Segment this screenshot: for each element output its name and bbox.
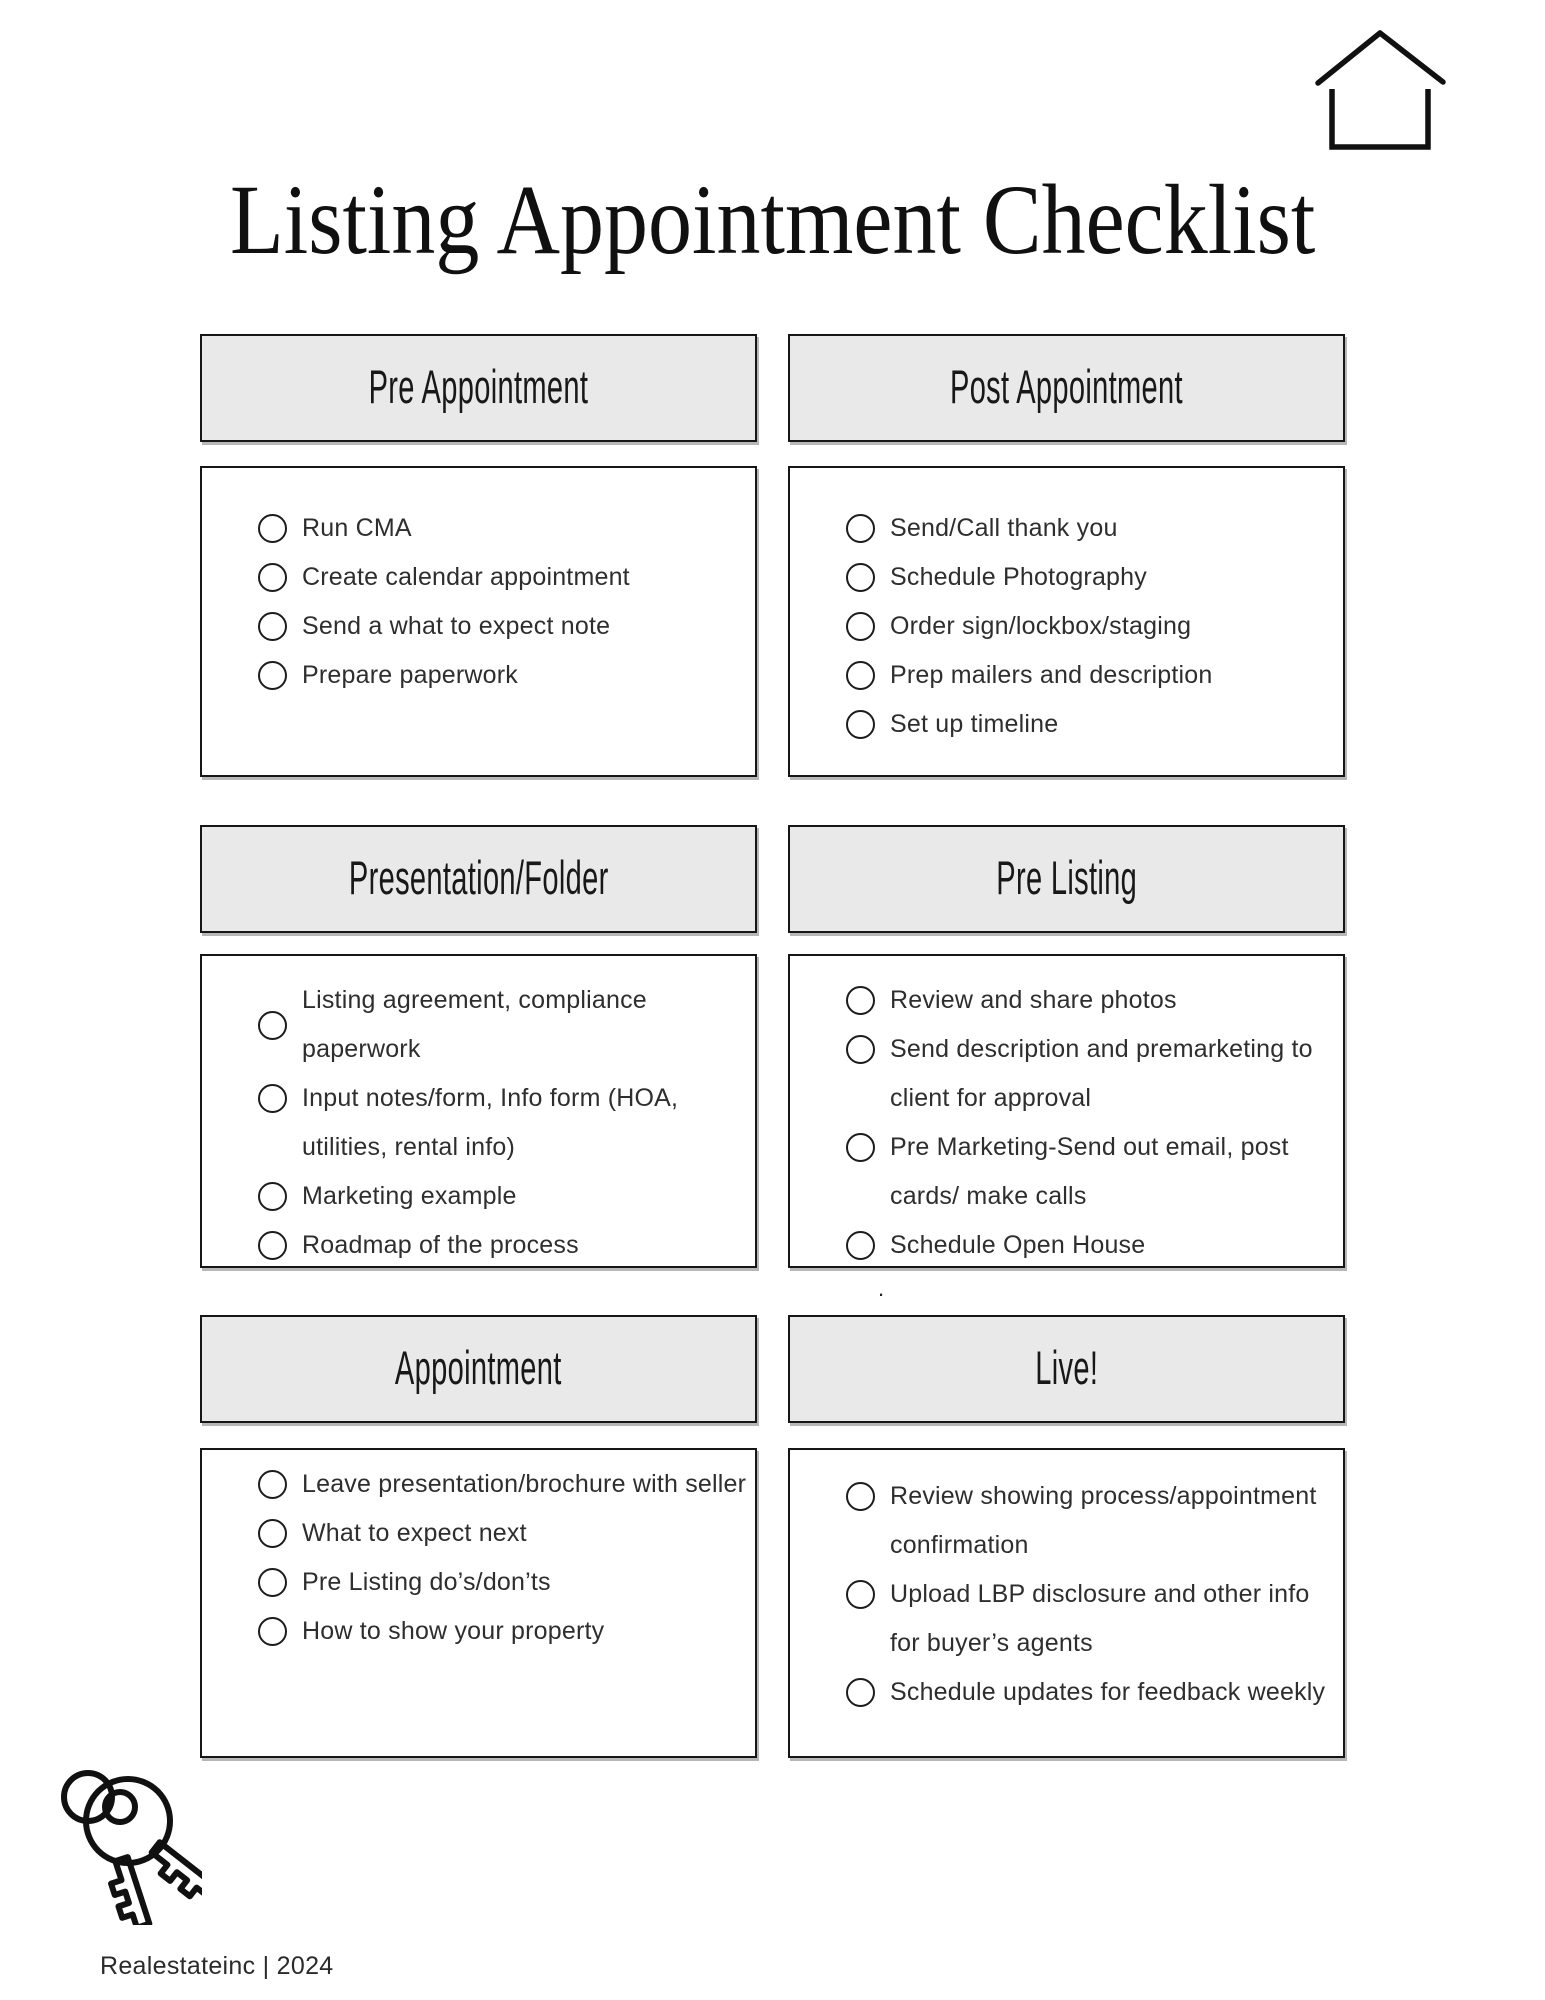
- check-item: [846, 1221, 1339, 1268]
- section-title: Post Appointment: [950, 361, 1183, 414]
- check-item-label: Send a what to expect note: [302, 612, 611, 640]
- section-body-appointment: [200, 1448, 757, 1758]
- check-item: [258, 1460, 751, 1509]
- check-item: [258, 1074, 751, 1172]
- section-title: Pre Appointment: [368, 361, 589, 414]
- checkbox-circle-icon[interactable]: [846, 1678, 875, 1707]
- checkbox-circle-icon[interactable]: [846, 514, 875, 543]
- section-header-live: [788, 1315, 1345, 1423]
- check-item-label: Order sign/lockbox/staging: [890, 612, 1192, 640]
- checkbox-circle-icon[interactable]: [258, 563, 287, 592]
- check-item-label: Run CMA: [302, 514, 412, 542]
- checkbox-circle-icon[interactable]: [258, 1084, 287, 1113]
- check-item: [258, 553, 751, 602]
- check-item-label: Roadmap of the process: [302, 1231, 579, 1259]
- check-item-label: Pre Listing do’s/don’ts: [302, 1568, 551, 1596]
- check-item: [258, 504, 751, 553]
- checkbox-circle-icon[interactable]: [258, 1011, 287, 1040]
- checkbox-circle-icon[interactable]: [846, 1133, 875, 1162]
- check-item-label: Schedule updates for feedback weekly: [890, 1678, 1326, 1706]
- section-header-post-appointment: [788, 334, 1345, 442]
- checklist: [846, 504, 1339, 749]
- check-item-label: Marketing example: [302, 1182, 517, 1210]
- check-item-label: Prepare paperwork: [302, 661, 519, 689]
- checklist: [258, 504, 751, 700]
- check-item-label: Schedule Open House: [890, 1231, 1146, 1259]
- checkbox-circle-icon[interactable]: [258, 1231, 287, 1260]
- keys-icon: [50, 1763, 202, 1925]
- checkbox-circle-icon[interactable]: [846, 710, 875, 739]
- section-body-presentation-folder: [200, 954, 757, 1268]
- checkbox-circle-icon[interactable]: [258, 514, 287, 543]
- check-item-label: Set up timeline: [890, 710, 1059, 738]
- check-item: [846, 651, 1339, 700]
- footer-credit: Realestateinc | 2024: [100, 1952, 334, 1980]
- page-title: Listing Appointment Checklist: [229, 164, 1316, 275]
- checklist: [846, 1472, 1339, 1717]
- check-item: [846, 1025, 1339, 1123]
- check-item: [846, 976, 1339, 1025]
- check-item: [258, 1509, 751, 1558]
- check-item-label: Leave presentation/brochure with seller: [302, 1470, 747, 1498]
- check-item: [258, 976, 751, 1074]
- check-item-label: Review showing process/appointment confirmation: [890, 1482, 1317, 1559]
- checkbox-circle-icon[interactable]: [846, 1231, 875, 1260]
- checkbox-circle-icon[interactable]: [258, 1568, 287, 1597]
- check-item: [258, 651, 751, 700]
- check-item-label: Send/Call thank you: [890, 514, 1118, 542]
- check-item: [846, 1472, 1339, 1570]
- check-item-label: Listing agreement, compliance paperwork: [302, 986, 647, 1063]
- checkbox-circle-icon[interactable]: [846, 563, 875, 592]
- checkbox-circle-icon[interactable]: [258, 661, 287, 690]
- check-item: [846, 602, 1339, 651]
- section-header-pre-listing: [788, 825, 1345, 933]
- check-item: [846, 1123, 1339, 1221]
- section-body-live: [788, 1448, 1345, 1758]
- section-title: Appointment: [395, 1342, 562, 1395]
- section-title: Pre Listing: [996, 852, 1137, 905]
- checkbox-circle-icon[interactable]: [846, 612, 875, 641]
- check-item-label: Send description and premarketing to client for approval: [890, 1035, 1313, 1112]
- checkbox-circle-icon[interactable]: [258, 1519, 287, 1548]
- section-body-pre-appointment: [200, 466, 757, 777]
- check-item: [258, 1558, 751, 1607]
- checkbox-circle-icon[interactable]: [846, 661, 875, 690]
- check-item-label: How to show your property: [302, 1617, 605, 1645]
- check-item: [258, 1607, 751, 1656]
- check-item-label: What to expect next: [302, 1519, 527, 1547]
- checkbox-circle-icon[interactable]: [258, 1470, 287, 1499]
- checkbox-circle-icon[interactable]: [258, 612, 287, 641]
- section-title: Presentation/Folder: [348, 852, 609, 905]
- checklist: [258, 976, 751, 1268]
- check-item: [258, 602, 751, 651]
- check-item-label: Schedule Photography: [890, 563, 1147, 591]
- checkbox-circle-icon[interactable]: [846, 986, 875, 1015]
- section-header-presentation-folder: [200, 825, 757, 933]
- check-item: [846, 1668, 1339, 1717]
- check-item-label: Review and share photos: [890, 986, 1177, 1014]
- house-icon: [1312, 26, 1448, 152]
- check-item: [258, 1172, 751, 1221]
- checkbox-circle-icon[interactable]: [846, 1580, 875, 1609]
- check-item: [846, 504, 1339, 553]
- check-item: [258, 1221, 751, 1268]
- check-item-label: Prep mailers and description: [890, 661, 1213, 689]
- check-item: [846, 700, 1339, 749]
- checklist: [258, 1460, 751, 1656]
- section-title: Live!: [1034, 1342, 1098, 1395]
- check-item-label: Pre Marketing-Send out email, post cards/ make calls: [890, 1133, 1289, 1210]
- check-item: [846, 1570, 1339, 1668]
- section-header-pre-appointment: [200, 334, 757, 442]
- section-header-appointment: [200, 1315, 757, 1423]
- checkbox-circle-icon[interactable]: [846, 1482, 875, 1511]
- check-item-label: Upload LBP disclosure and other info for buyer’s agents: [890, 1580, 1310, 1657]
- checkbox-circle-icon[interactable]: [258, 1182, 287, 1211]
- check-item-label: Input notes/form, Info form (HOA, utilities, rental info): [302, 1084, 679, 1161]
- checkbox-circle-icon[interactable]: [846, 1035, 875, 1064]
- check-item-label: Create calendar appointment: [302, 563, 630, 591]
- checklist: [846, 976, 1339, 1268]
- section-body-post-appointment: [788, 466, 1345, 777]
- stray-period-text: .: [878, 1276, 885, 1301]
- section-body-pre-listing: [788, 954, 1345, 1268]
- check-item: [846, 553, 1339, 602]
- checkbox-circle-icon[interactable]: [258, 1617, 287, 1646]
